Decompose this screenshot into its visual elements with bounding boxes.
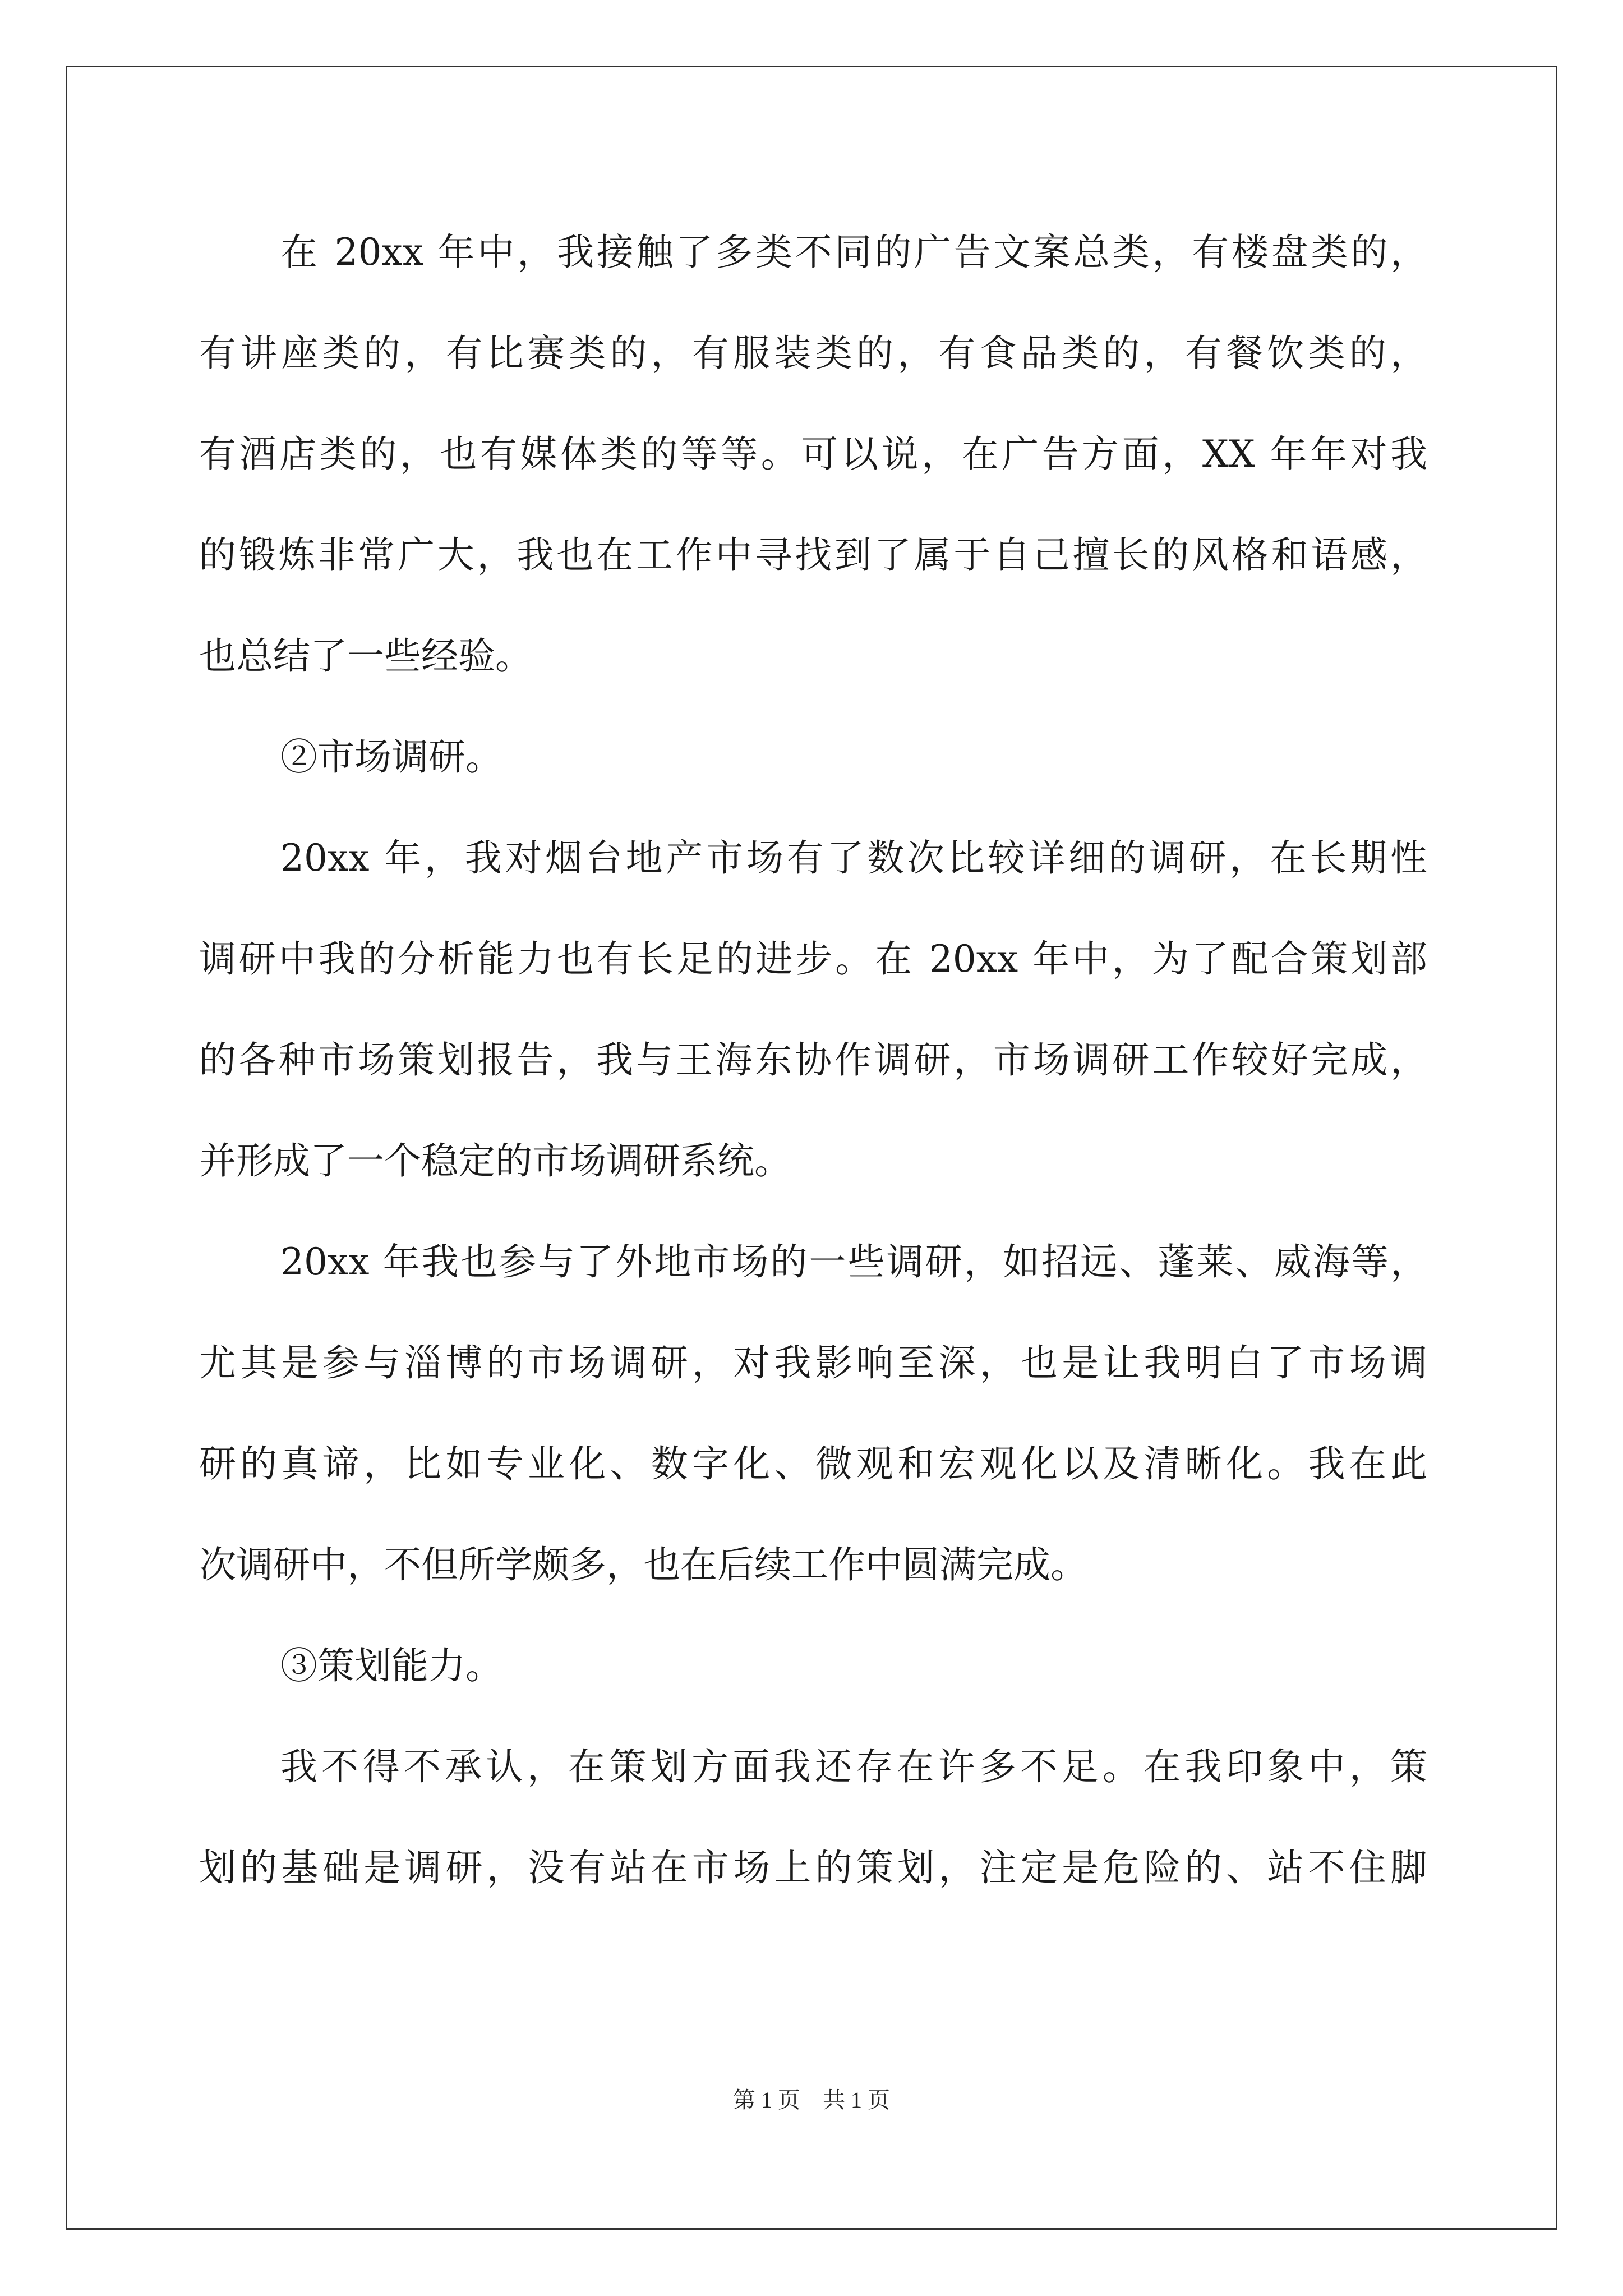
- section-heading: ③策划能力。: [280, 1644, 502, 1687]
- document-body: [199, 213, 1427, 1930]
- paragraph-line: 我不得不承认，在策划方面我还存在许多不足。在我印象中，策: [280, 1745, 1427, 1788]
- paragraph-line: 有酒店类的，也有媒体类的等等。可以说，在广告方面，XX 年年对我: [199, 432, 1427, 476]
- paragraph-line: 研的真谛，比如专业化、数字化、微观和宏观化以及清晰化。我在此: [199, 1442, 1427, 1485]
- paragraph-line: 的锻炼非常广大，我也在工作中寻找到了属于自己擅长的风格和语感，: [199, 533, 1427, 577]
- paragraph-line: 调研中我的分析能力也有长足的进步。在 20xx 年中，为了配合策划部: [199, 937, 1427, 981]
- paragraph-line: 的各种市场策划报告，我与王海东协作调研，市场调研工作较好完成，: [199, 1038, 1427, 1082]
- paragraph-line: 并形成了一个稳定的市场调研系统。: [199, 1139, 791, 1182]
- paragraph-line: 有讲座类的，有比赛类的，有服装类的，有食品类的，有餐饮类的，: [199, 332, 1427, 375]
- paragraph-line: 也总结了一些经验。: [199, 634, 532, 678]
- paragraph-line: 20xx 年我也参与了外地市场的一些调研，如招远、蓬莱、威海等，: [280, 1240, 1427, 1283]
- paragraph-line: 划的基础是调研，没有站在市场上的策划，注定是危险的、站不住脚: [199, 1846, 1427, 1889]
- page-number-footer: 第 1 页 共 1 页: [733, 2087, 890, 2113]
- paragraph-line: 20xx 年，我对烟台地产市场有了数次比较详细的调研，在长期性: [280, 836, 1427, 880]
- section-heading: ②市场调研。: [280, 735, 502, 779]
- paragraph-line: 尤其是参与淄博的市场调研，对我影响至深，也是让我明白了市场调: [199, 1341, 1427, 1384]
- paragraph-line: 在 20xx 年中，我接触了多类不同的广告文案总类，有楼盘类的，: [280, 231, 1427, 274]
- paragraph-line: 次调研中，不但所学颇多，也在后续工作中圆满完成。: [199, 1543, 1087, 1586]
